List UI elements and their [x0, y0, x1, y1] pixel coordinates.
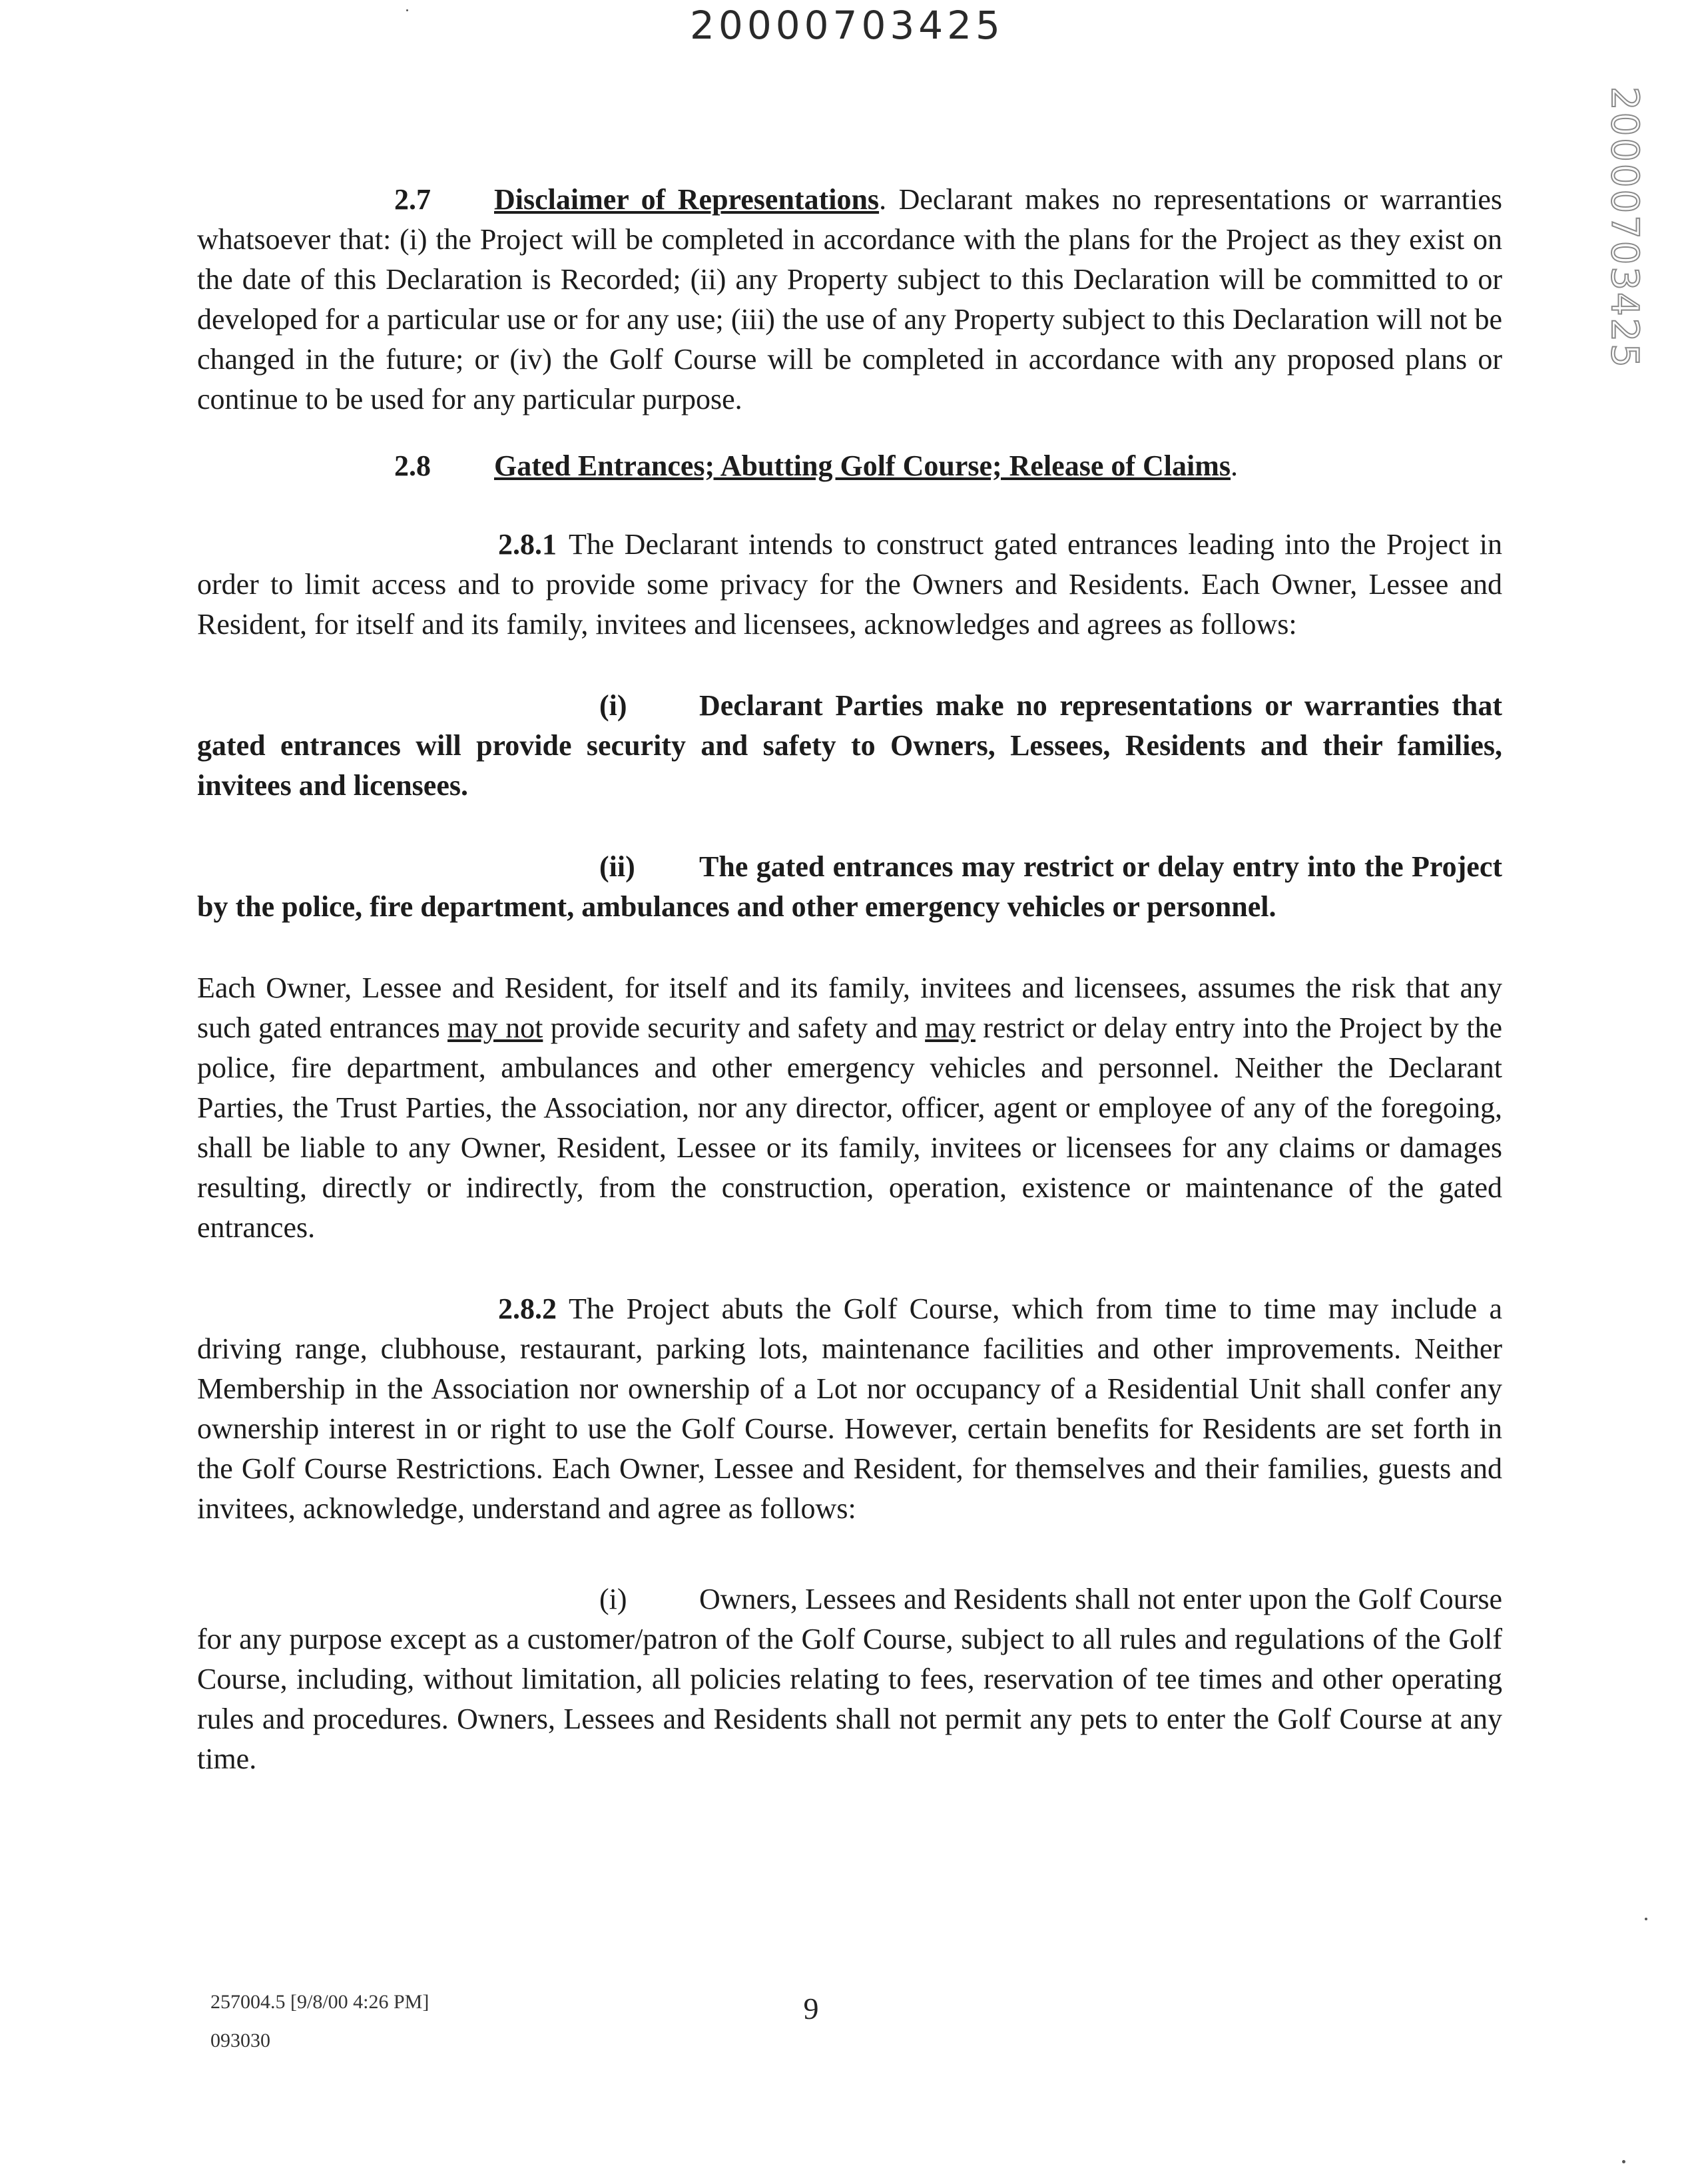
assumption-may-not: may not: [447, 1011, 543, 1044]
section-2-7-body: . Declarant makes no representations or warranties whatsoever that: (i) the Project will be completed in accordance with the plans for the Project as they exist on the date of this Declaration is Recorded; (ii) any Property subject to this Declaration will be committed to or developed for a particular use or for any use; (iii) the use of any Property subject to this Declaration will not be changed in the future; or (iv) the Golf Course will be completed in accordance with any proposed plans or continue to be used for any particular purpose.: [197, 183, 1502, 415]
section-2-8-1-item-i-text: Declarant Parties make no representations or warranties that gated entrances will provide security and safety to Owners, Lessees, Residents and their families, invitees and licensees.: [197, 689, 1502, 802]
footer-client-code: 093030: [210, 2030, 270, 2051]
section-2-8-heading: [197, 446, 1502, 486]
scan-speck: [406, 9, 408, 11]
section-2-8-1-assumption-of-risk: [197, 968, 1502, 1248]
section-2-8-1-item-ii-text: The gated entrances may restrict or delay entry into the Project by the police, fire department, ambulances and other emergency vehicles or personnel.: [197, 850, 1502, 923]
scan-speck: [1622, 2160, 1625, 2163]
side-stamp-text: 20000703425: [1603, 87, 1646, 370]
section-2-8-1-item-ii: [197, 847, 1502, 927]
section-2-8-1-body: The Declarant intends to construct gated entrances leading into the Project in order to limit access and to provide some privacy for the Owners and Residents. Each Owner, Lessee and Resident, for itself and its family, invitees and licensees, acknowledges and agrees as follows:: [197, 528, 1502, 641]
section-2-8-2-item-i: [197, 1579, 1502, 1779]
section-2-8-1: [197, 525, 1502, 645]
section-2-8-1-item-i-label: (i): [599, 689, 627, 722]
document-body: [197, 180, 1502, 1779]
section-2-8-title-end: .: [1231, 449, 1239, 482]
scan-speck: [1645, 1918, 1647, 1920]
section-2-8-title: Gated Entrances; Abutting Golf Course; Release of Claims: [494, 449, 1231, 482]
document-number: 20000703425: [690, 3, 1004, 48]
assumption-part-2: provide security and safety and: [543, 1011, 926, 1044]
section-2-7-title: Disclaimer of Representations: [494, 183, 880, 216]
section-2-8-number: 2.8: [394, 449, 431, 482]
assumption-part-3: restrict or delay entry into the Project by the police, fire department, ambulances and other emergency vehicles and personnel. Neither the Declarant Parties, the Trust Parties, the Association, nor any director, officer, agent or employee of any of the foregoing, shall be liable to any Owner, Resident, Lessee or its family, invitees or licensees for any claims or damages resulting, directly or indirectly, from the construction, operation, existence or maintenance of the gated entrances.: [197, 1011, 1502, 1244]
page-number: 9: [803, 1992, 819, 2026]
section-2-8-1-item-i: [197, 686, 1502, 806]
assumption-part-1: Each Owner, Lessee and Resident, for itself and its family, invitees and licensees, assumes the risk that any such gated entrances: [197, 971, 1502, 1044]
section-2-8-2-number: 2.8.2: [498, 1292, 557, 1325]
footer-document-code: 257004.5 [9/8/00 4:26 PM]: [210, 1991, 429, 2013]
section-2-8-1-number: 2.8.1: [498, 528, 557, 561]
section-2-7-number: 2.7: [394, 183, 431, 216]
section-2-8-2-item-i-text: Owners, Lessees and Residents shall not enter upon the Golf Course for any purpose except as a customer/patron of the Golf Course, subject to all rules and regulations of the Golf Course, including, without limitation, all policies relating to fees, reservation of tee times and other operating rules and procedures. Owners, Lessees and Residents shall not permit any pets to enter the Golf Course at any time.: [197, 1583, 1502, 1775]
section-2-8-2-item-i-label: (i): [599, 1583, 627, 1615]
section-2-8-2-body: The Project abuts the Golf Course, which from time to time may include a driving range, clubhouse, restaurant, parking lots, maintenance facilities and other improvements. Neither Membership in the Association nor ownership of a Lot nor occupancy of a Residential Unit shall confer any ownership interest in or right to use the Golf Course. However, certain benefits for Residents are set forth in the Golf Course Restrictions. Each Owner, Lessee and Resident, for themselves and their families, guests and invitees, acknowledge, understand and agree as follows:: [197, 1292, 1502, 1525]
section-2-8-1-item-ii-label: (ii): [599, 850, 635, 883]
section-2-8-2: [197, 1289, 1502, 1529]
assumption-may: may: [925, 1011, 976, 1044]
section-2-7: [197, 180, 1502, 419]
footer-codes: [210, 1983, 429, 2060]
side-stamp: [1597, 87, 1649, 370]
